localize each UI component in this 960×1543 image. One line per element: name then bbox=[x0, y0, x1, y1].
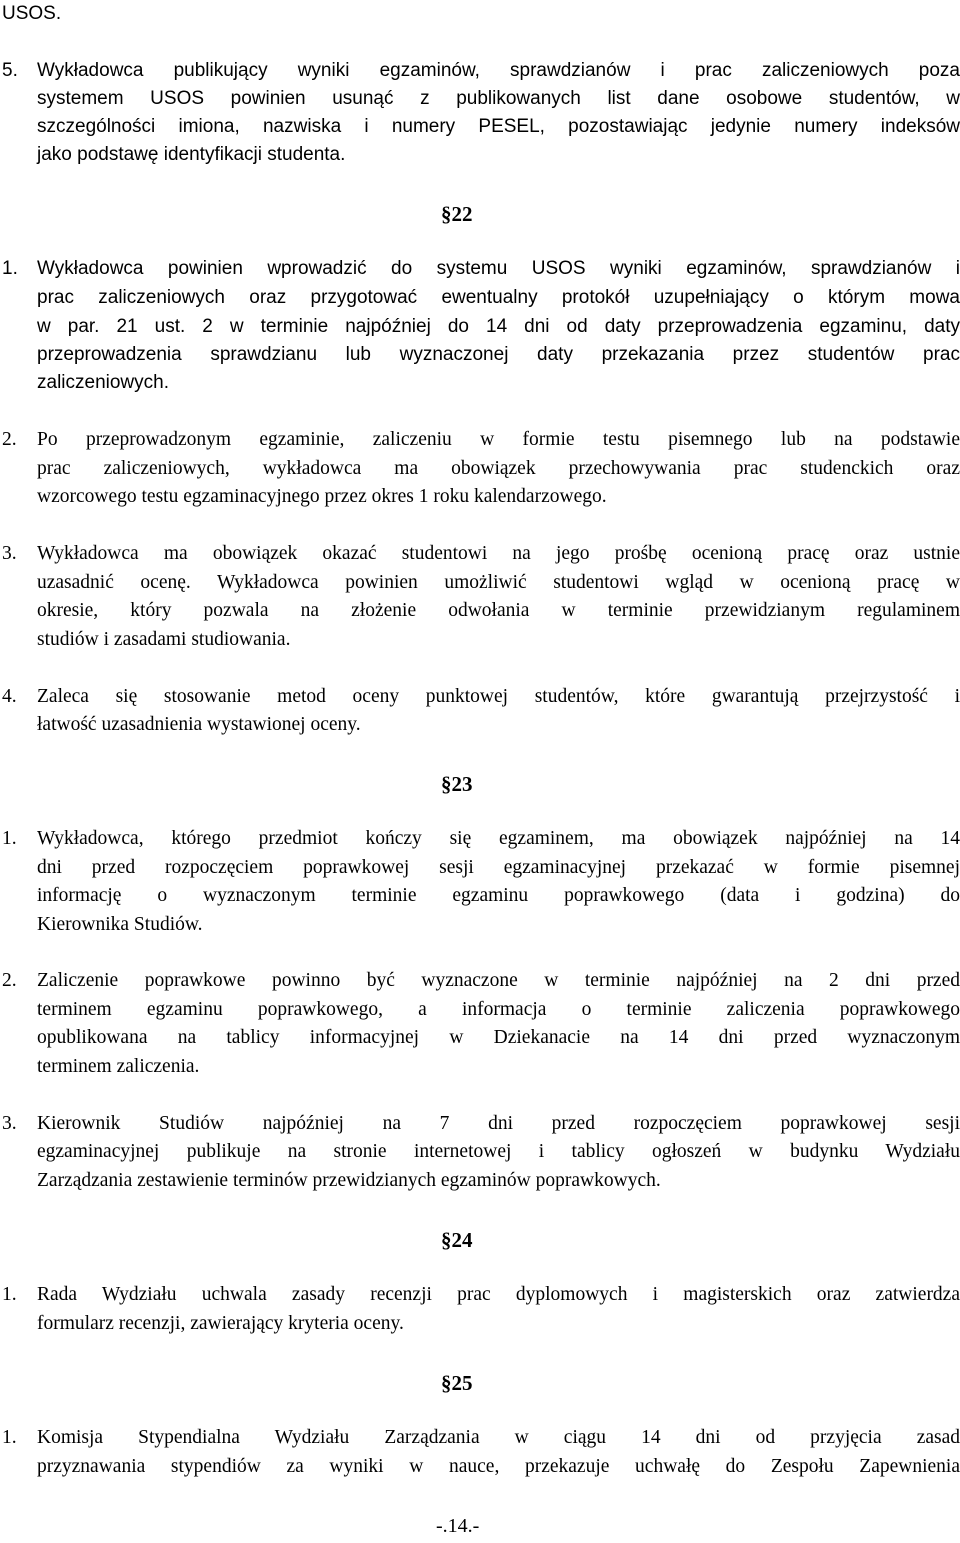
section-heading-25: §25 bbox=[441, 1371, 473, 1395]
page-number: -.14.- bbox=[436, 1515, 480, 1537]
text-line: terminem egzaminu poprawkowego, a informacja o terminie zaliczenia poprawkowego bbox=[37, 999, 960, 1020]
text-line: łatwość uzasadnienia wystawionej oceny. bbox=[37, 714, 361, 735]
text-line: opublikowana na tablicy informacyjnej w Dziekanacie na 14 dni przed wyznaczonym bbox=[37, 1027, 960, 1048]
text-line: Kierownika Studiów. bbox=[37, 914, 203, 935]
text-line: w par. 21 ust. 2 w terminie najpóźniej do 14 dni od daty przeprowadzenia egzaminu, daty bbox=[37, 316, 960, 337]
section-heading-23: §23 bbox=[441, 772, 473, 796]
text-line: uzasadnić ocenę. Wykładowca powinien umożliwić studentowi wgląd w ocenioną pracę w bbox=[37, 572, 960, 593]
text-line: prac zaliczeniowych oraz przygotować ewentualny protokół uzupełniający o którym mowa bbox=[37, 287, 960, 308]
paragraph-number: 1. bbox=[2, 258, 18, 279]
text-line: Wykładowca ma obowiązek okazać studentowi na jego prośbę ocenioną pracę oraz ustnie bbox=[37, 543, 960, 564]
paragraph-number: 4. bbox=[2, 686, 17, 707]
paragraph-number: 2. bbox=[2, 970, 17, 991]
paragraph-number: 2. bbox=[2, 429, 17, 450]
text-line: dni przed rozpoczęciem poprawkowej sesji egzaminacyjnej przekazać w formie pisemnej bbox=[37, 857, 960, 878]
text-line: informację o wyznaczonym terminie egzaminu poprawkowego (data i godzina) do bbox=[37, 885, 960, 906]
text-line: jako podstawę identyfikacji studenta. bbox=[37, 144, 346, 165]
text-line: szczególności imiona, nazwiska i numery PESEL, pozostawiając jedynie numery indeksów bbox=[37, 116, 960, 137]
paragraph-number: 3. bbox=[2, 1113, 17, 1134]
text-line: Rada Wydziału uchwala zasady recenzji prac dyplomowych i magisterskich oraz zatwierdza bbox=[37, 1284, 960, 1305]
paragraph-number: 3. bbox=[2, 543, 17, 564]
paragraph-number: 1. bbox=[2, 1284, 17, 1305]
paragraph-number: 1. bbox=[2, 828, 17, 849]
paragraph-number: 5. bbox=[2, 60, 18, 81]
text-line: Zaleca się stosowanie metod oceny punktowej studentów, które gwarantują przejrzystość i bbox=[37, 686, 960, 707]
text-line: studiów i zasadami studiowania. bbox=[37, 629, 291, 650]
text-line: Po przeprowadzonym egzaminie, zaliczeniu w formie testu pisemnego lub na podstawie bbox=[37, 429, 960, 450]
section-heading-24: §24 bbox=[441, 1228, 473, 1252]
text-line: Kierownik Studiów najpóźniej na 7 dni przed rozpoczęciem poprawkowej sesji bbox=[37, 1113, 960, 1134]
text-line: terminem zaliczenia. bbox=[37, 1056, 200, 1077]
text-line: USOS. bbox=[2, 3, 62, 24]
text-line: przeprowadzenia sprawdzianu lub wyznaczonej daty przekazania przez studentów prac bbox=[37, 344, 960, 365]
text-line: formularz recenzji, zawierający kryteria oceny. bbox=[37, 1313, 404, 1334]
section-heading-22: §22 bbox=[441, 202, 473, 226]
text-line: przyznawania stypendiów za wyniki w nauce, przekazuje uchwałę do Zespołu Zapewnienia bbox=[37, 1456, 960, 1477]
text-line: Zarządzania zestawienie terminów przewidzianych egzaminów poprawkowych. bbox=[37, 1170, 661, 1191]
paragraph-number: 1. bbox=[2, 1427, 17, 1448]
text-line: Zaliczenie poprawkowe powinno być wyznaczone w terminie najpóźniej na 2 dni przed bbox=[37, 970, 960, 991]
text-line: Wykładowca powinien wprowadzić do systemu USOS wyniki egzaminów, sprawdzianów i bbox=[37, 258, 960, 279]
text-line: Komisja Stypendialna Wydziału Zarządzania w ciągu 14 dni od przyjęcia zasad bbox=[37, 1427, 960, 1448]
text-line: systemem USOS powinien usunąć z publikowanych list dane osobowe studentów, w bbox=[37, 88, 960, 109]
text-line: okresie, który pozwala na złożenie odwołania w terminie przewidzianym regulaminem bbox=[37, 600, 960, 621]
text-line: Wykładowca, którego przedmiot kończy się egzaminem, ma obowiązek najpóźniej na 14 bbox=[37, 828, 960, 849]
text-line: wzorcowego testu egzaminacyjnego przez okres 1 roku kalendarzowego. bbox=[37, 486, 607, 507]
text-line: egzaminacyjnej publikuje na stronie internetowej i tablicy ogłoszeń w budynku Wydziału bbox=[37, 1141, 960, 1162]
text-line: Wykładowca publikujący wyniki egzaminów, sprawdzianów i prac zaliczeniowych poza bbox=[37, 60, 960, 81]
text-line: zaliczeniowych. bbox=[37, 372, 169, 393]
text-line: prac zaliczeniowych, wykładowca ma obowiązek przechowywania prac studenckich oraz bbox=[37, 458, 960, 479]
